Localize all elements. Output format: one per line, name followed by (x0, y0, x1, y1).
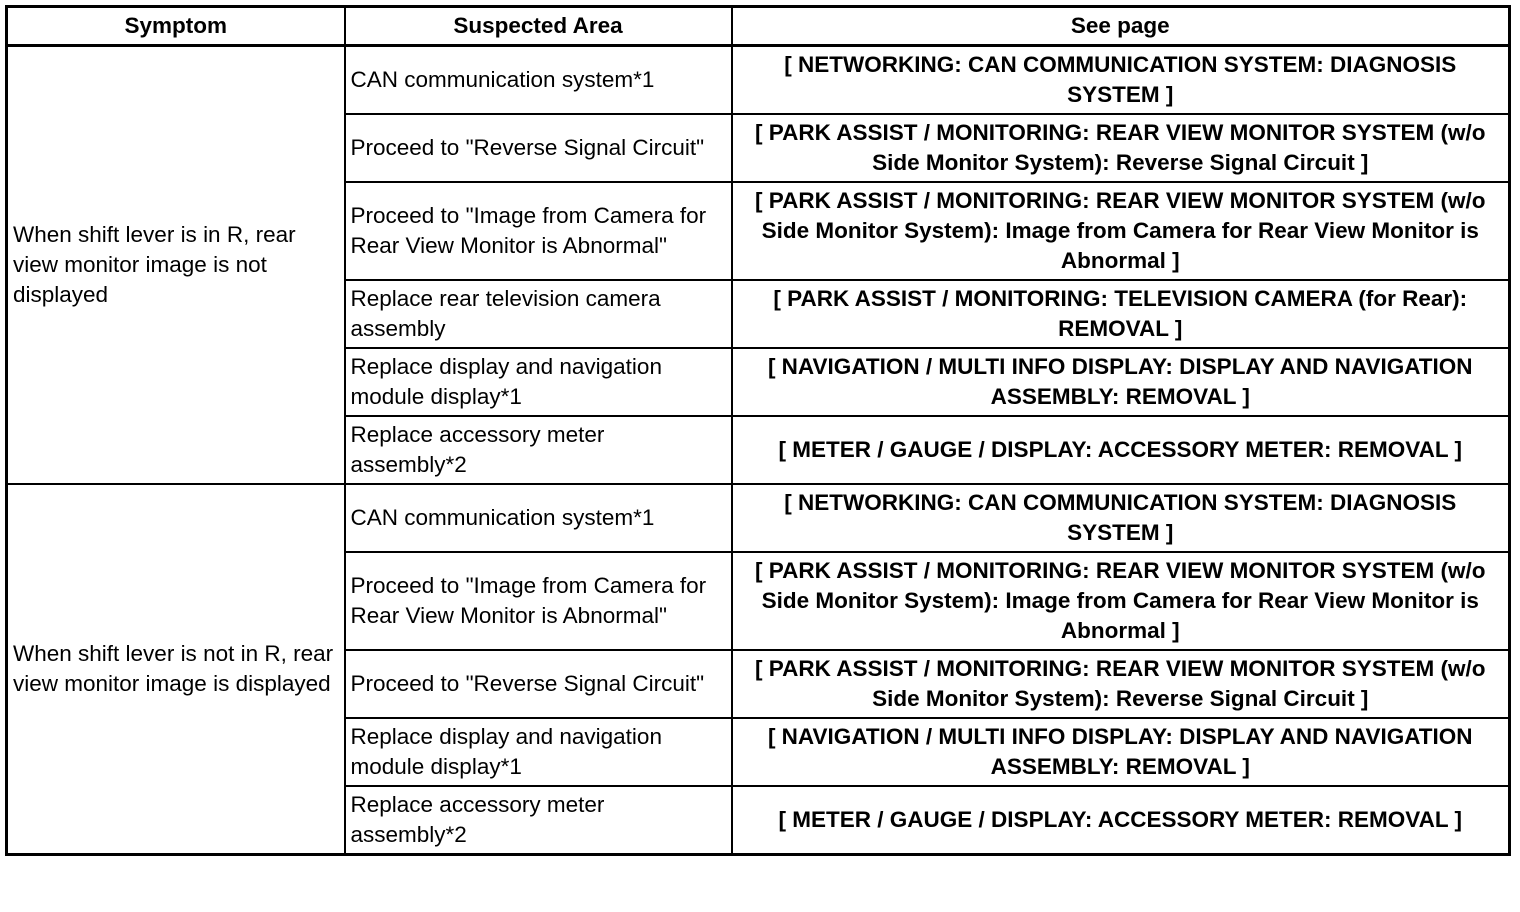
diagnosis-table (5, 5, 1511, 856)
suspected-area-cell: Replace display and navigation module display*1 (345, 718, 732, 786)
document-page (5, 5, 1508, 856)
table-row (7, 484, 1510, 552)
see-page-cell: [ PARK ASSIST / MONITORING: REAR VIEW MONITOR SYSTEM (w/o Side Monitor System): Image from Camera for Rear View Monitor is Abnormal ] (732, 552, 1510, 650)
header-row (7, 7, 1510, 46)
see-page-cell: [ NAVIGATION / MULTI INFO DISPLAY: DISPLAY AND NAVIGATION ASSEMBLY: REMOVAL ] (732, 718, 1510, 786)
symptom-cell: When shift lever is not in R, rear view monitor image is displayed (7, 484, 345, 855)
see-page-cell: [ NAVIGATION / MULTI INFO DISPLAY: DISPLAY AND NAVIGATION ASSEMBLY: REMOVAL ] (732, 348, 1510, 416)
suspected-area-cell: Proceed to "Image from Camera for Rear View Monitor is Abnormal" (345, 552, 732, 650)
see-page-cell: [ NETWORKING: CAN COMMUNICATION SYSTEM: DIAGNOSIS SYSTEM ] (732, 46, 1510, 115)
suspected-area-cell: Proceed to "Image from Camera for Rear View Monitor is Abnormal" (345, 182, 732, 280)
suspected-area-cell: Replace accessory meter assembly*2 (345, 786, 732, 855)
see-page-cell: [ PARK ASSIST / MONITORING: REAR VIEW MONITOR SYSTEM (w/o Side Monitor System): Reverse Signal Circuit ] (732, 114, 1510, 182)
header-see-page: See page (732, 7, 1510, 46)
header-suspected-area: Suspected Area (345, 7, 732, 46)
symptom-cell: When shift lever is in R, rear view monitor image is not displayed (7, 46, 345, 485)
see-page-cell: [ NETWORKING: CAN COMMUNICATION SYSTEM: DIAGNOSIS SYSTEM ] (732, 484, 1510, 552)
header-symptom: Symptom (7, 7, 345, 46)
see-page-cell: [ PARK ASSIST / MONITORING: REAR VIEW MONITOR SYSTEM (w/o Side Monitor System): Reverse Signal Circuit ] (732, 650, 1510, 718)
suspected-area-cell: CAN communication system*1 (345, 46, 732, 115)
suspected-area-cell: CAN communication system*1 (345, 484, 732, 552)
see-page-cell: [ METER / GAUGE / DISPLAY: ACCESSORY METER: REMOVAL ] (732, 786, 1510, 855)
suspected-area-cell: Proceed to "Reverse Signal Circuit" (345, 650, 732, 718)
see-page-cell: [ PARK ASSIST / MONITORING: TELEVISION CAMERA (for Rear): REMOVAL ] (732, 280, 1510, 348)
suspected-area-cell: Replace rear television camera assembly (345, 280, 732, 348)
table-row (7, 46, 1510, 115)
suspected-area-cell: Replace display and navigation module display*1 (345, 348, 732, 416)
suspected-area-cell: Replace accessory meter assembly*2 (345, 416, 732, 484)
see-page-cell: [ PARK ASSIST / MONITORING: REAR VIEW MONITOR SYSTEM (w/o Side Monitor System): Image from Camera for Rear View Monitor is Abnormal ] (732, 182, 1510, 280)
suspected-area-cell: Proceed to "Reverse Signal Circuit" (345, 114, 732, 182)
see-page-cell: [ METER / GAUGE / DISPLAY: ACCESSORY METER: REMOVAL ] (732, 416, 1510, 484)
